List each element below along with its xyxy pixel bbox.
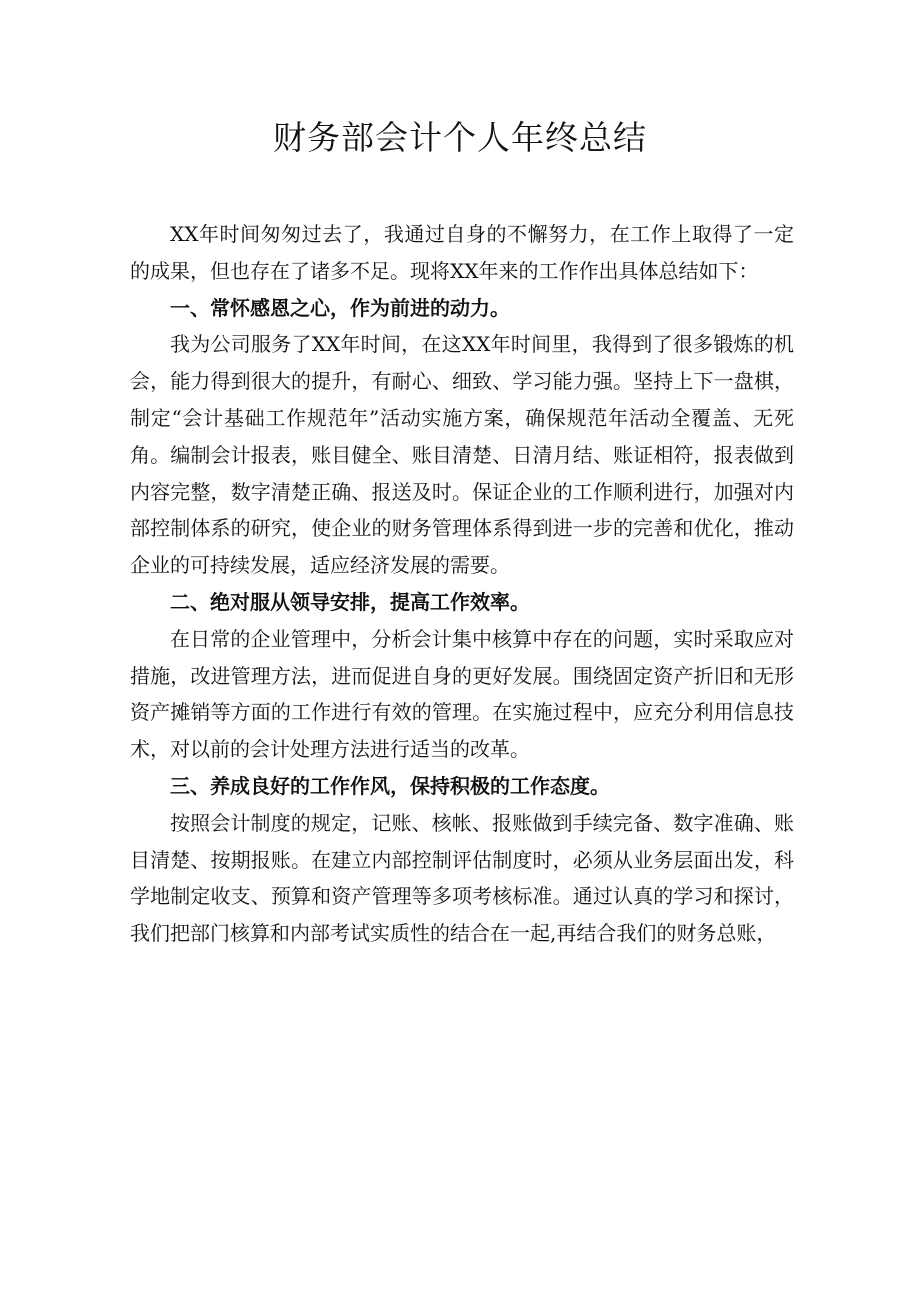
section-heading-3: 三、养成良好的工作作风，保持积极的工作态度。 bbox=[170, 773, 610, 798]
intro-paragraph: XX年时间匆匆过去了，我通过自身的不懈努力，在工作上取得了一定的成果，但也存在了诸多不足。现将XX年来的工作作出具体总结如下： bbox=[130, 222, 794, 283]
document-body bbox=[130, 216, 794, 952]
document-title: 财务部会计个人年终总结 bbox=[273, 118, 647, 157]
section-heading-2: 二、绝对服从领导安排，提高工作效率。 bbox=[170, 589, 530, 614]
section-paragraph-2: 在日常的企业管理中，分析会计集中核算中存在的问题，实时采取应对措施，改进管理方法，进而促进自身的更好发展。围绕固定资产折旧和无形资产摊销等方面的工作进行有效的管理。在实施过程中，应充分利用信息技术，对以前的会计处理方法进行适当的改革。 bbox=[130, 626, 794, 762]
section-paragraph-1: 我为公司服务了XX年时间，在这XX年时间里，我得到了很多锻炼的机会，能力得到很大的提升，有耐心、细致、学习能力强。坚持上下一盘棋，制定“会计基础工作规范年”活动实施方案，确保规范年活动全覆盖、无死角。编制会计报表，账目健全、账目清楚、日清月结、账证相符，报表做到内容完整，数字清楚正确、报送及时。保证企业的工作顺利进行，加强对内部控制体系的研究，使企业的财务管理体系得到进一步的完善和优化，推动企业的可持续发展，适应经济发展的需要。 bbox=[130, 332, 794, 578]
section-heading-1: 一、常怀感恩之心，作为前进的动力。 bbox=[170, 295, 510, 320]
section-paragraph-3: 按照会计制度的规定，记账、核帐、报账做到手续完备、数字准确、账目清楚、按期报账。在建立内部控制评估制度时，必须从业务层面出发，科学地制定收支、预算和资产管理等多项考核标准。通过认真的学习和探讨，我们把部门核算和内部考试实质性的结合在一起,再结合我们的财务总账， bbox=[130, 810, 794, 946]
